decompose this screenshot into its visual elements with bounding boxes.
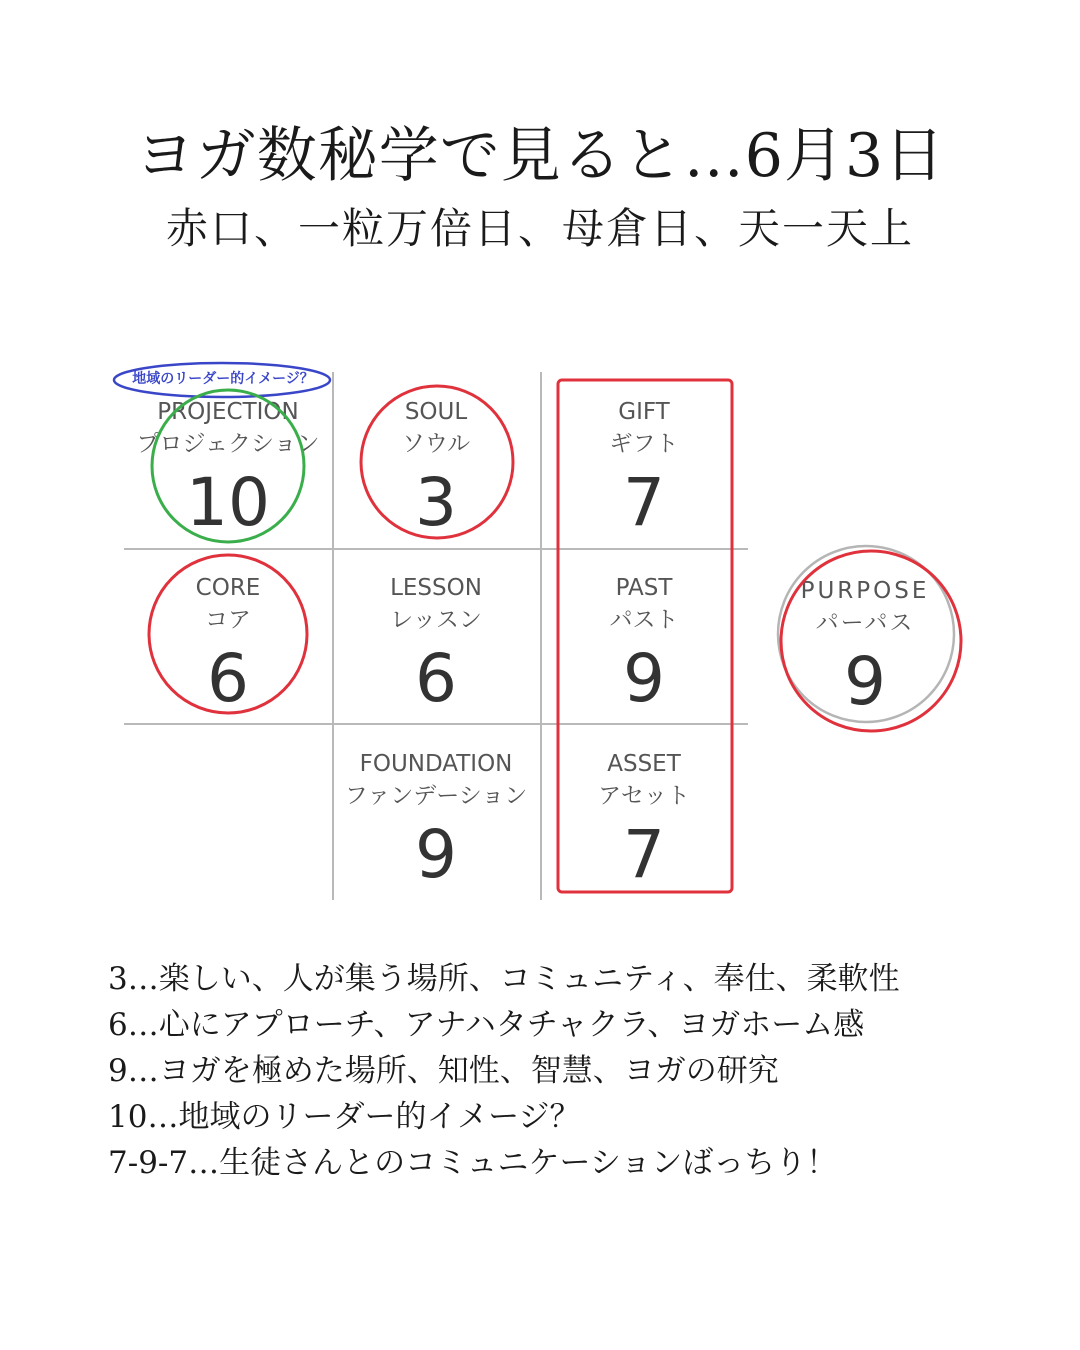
cell-number: 9 <box>623 640 665 717</box>
cell-number: 7 <box>623 816 665 893</box>
cell-label-ja: ギフト <box>609 431 679 457</box>
cell-number: 7 <box>623 464 665 541</box>
cell-number: 10 <box>186 464 270 541</box>
cell-label-ja: ファンデーション <box>344 783 528 809</box>
cell-number: 6 <box>207 640 249 717</box>
cell-label-en: LESSON <box>390 575 482 601</box>
annotation-bubble-text: 地域のリーダー的イメージ？ <box>132 371 314 387</box>
cell-label-en: PROJECTION <box>157 399 299 425</box>
note-line: 6…心にアプローチ、アナハタチャクラ、ヨガホーム感 <box>108 1007 865 1043</box>
cell-label-ja: アセット <box>598 783 690 809</box>
notes-list <box>108 956 1048 1186</box>
cell-label-ja: レッスン <box>390 607 482 633</box>
note-line: 10…地域のリーダー的イメージ？ <box>108 1099 581 1135</box>
red-circle-soul <box>361 386 513 538</box>
cell-label-en: ASSET <box>607 751 681 777</box>
purpose-label-en: PURPOSE <box>800 578 930 604</box>
cell-number: 3 <box>415 464 457 541</box>
page-title: ヨガ数秘学で見ると…6月3日 <box>134 121 946 191</box>
cell-label-ja: ソウル <box>401 431 471 457</box>
purpose-number: 9 <box>844 643 886 720</box>
purpose-label-ja: パーパス <box>815 610 915 636</box>
cell-label-ja: プロジェクション <box>136 431 320 457</box>
cell-label-en: SOUL <box>404 399 468 425</box>
cell-label-ja: パスト <box>609 607 679 633</box>
purpose-red-circle <box>781 551 961 731</box>
green-circle-projection <box>152 390 304 542</box>
cell-number: 6 <box>415 640 457 717</box>
note-line: 7-9-7…生徒さんとのコミュニケーションばっちり！ <box>108 1145 838 1181</box>
note-line: 3…楽しい、人が集う場所、コミュニティ、奉仕、柔軟性 <box>108 961 900 997</box>
cell-label-en: FOUNDATION <box>359 751 513 777</box>
cell-label-en: CORE <box>195 575 261 601</box>
note-line: 9…ヨガを極めた場所、知性、智慧、ヨガの研究 <box>108 1053 779 1089</box>
cell-label-ja: コア <box>205 607 251 633</box>
cell-label-en: GIFT <box>618 399 670 425</box>
red-rect-gift-past-asset <box>558 380 732 892</box>
page-subtitle: 赤口、一粒万倍日、母倉日、天一天上 <box>165 204 914 253</box>
cell-number: 9 <box>415 816 457 893</box>
cell-label-en: PAST <box>615 575 673 601</box>
red-circle-core <box>149 555 307 713</box>
